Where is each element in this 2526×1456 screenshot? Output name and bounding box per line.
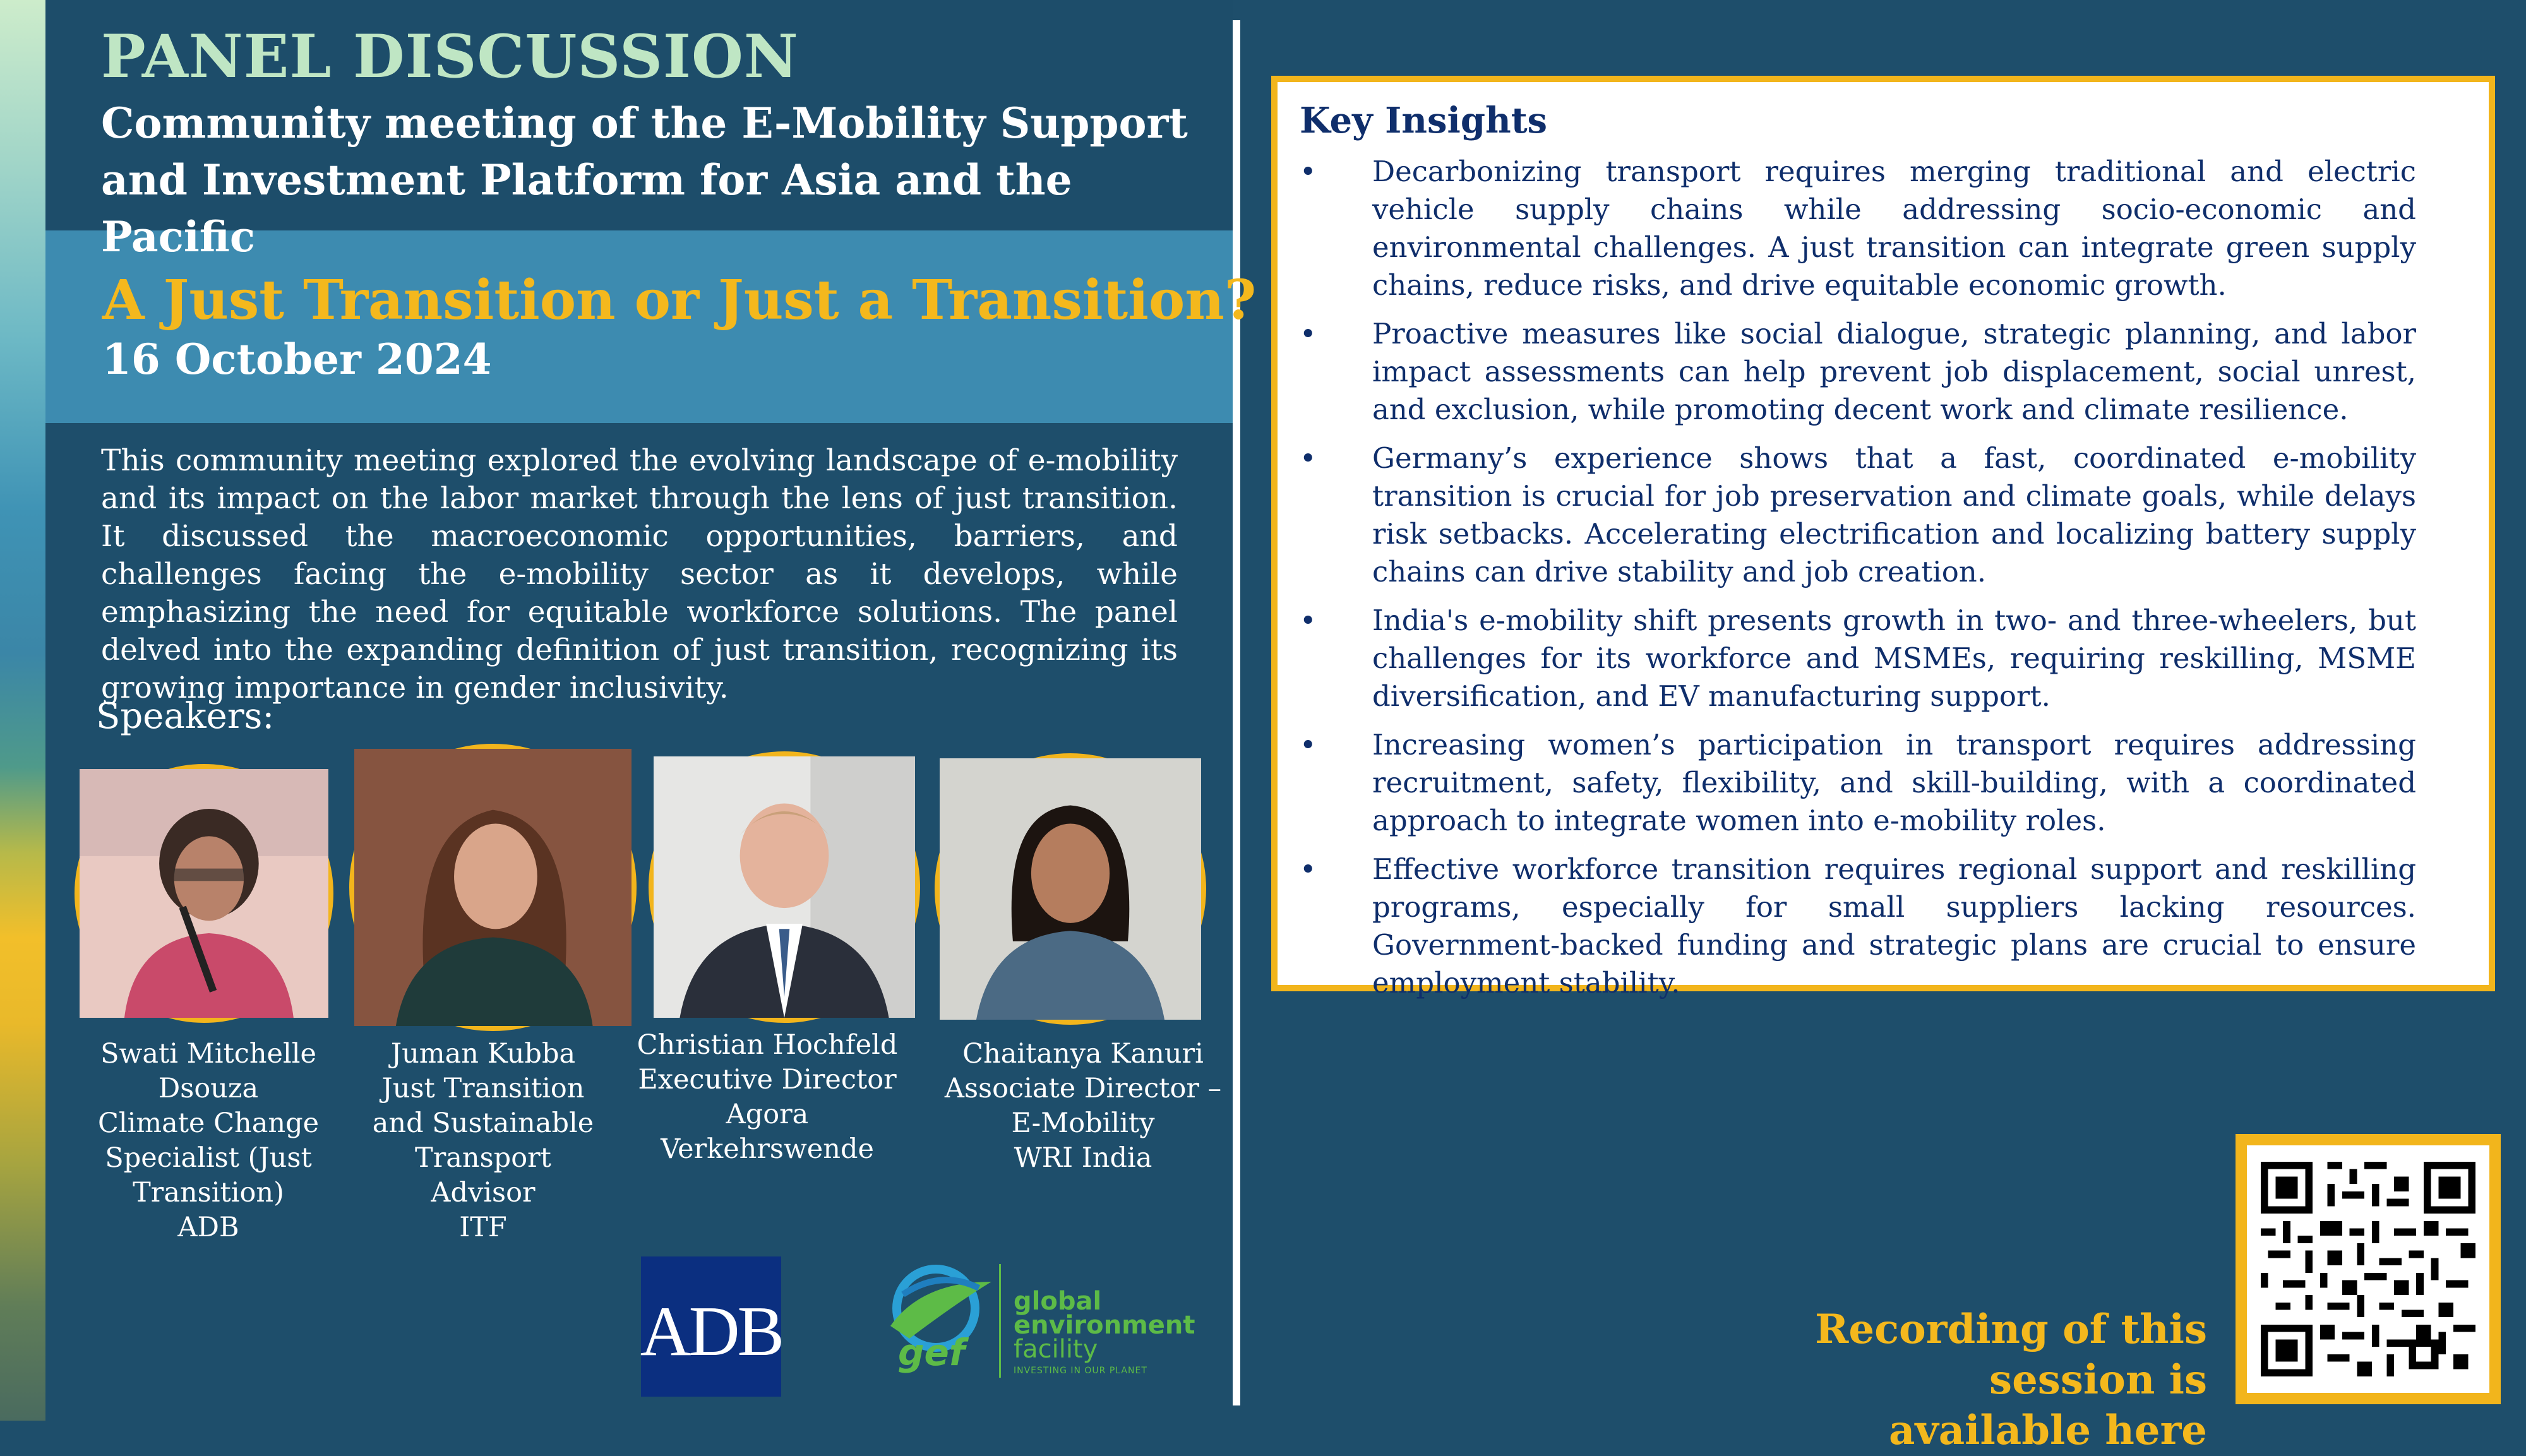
recording-callout[interactable]: [1639, 1304, 2207, 1456]
recording-line1: Recording of this session is: [1815, 1306, 2207, 1404]
speaker-name: Chaitanya Kanuri: [962, 1038, 1204, 1070]
qr-code-icon: [2261, 1159, 2475, 1379]
bullet-icon: •: [1300, 604, 1317, 637]
speaker-name: Christian Hochfeld: [637, 1029, 898, 1061]
session-summary: This community meeting explored the evolving landscape of e-mobility and its impact on the labor market through the lens of just transition. It discussed the macroeconomic opportunities, barriers, and challenges facing the e-mobility sector as it develops, while emphasizing the need for equitable workforce solutions. The panel delved into the expanding definition of just transition, recognizing its growing importance in gender inclusivity.: [101, 443, 1178, 705]
list-item: [1300, 439, 2416, 591]
speaker-role: Climate Change Specialist (Just Transition): [97, 1107, 320, 1208]
list-item: [1300, 315, 2416, 429]
insight-text: Increasing women’s participation in transport requires addressing recruitment, safety, flexibility, and skill-building, with a coordinated approach to integrate women into e-mobility roles.: [1372, 728, 2416, 837]
gef-name: [1014, 1287, 1195, 1364]
session-date: 16 October 2024: [102, 335, 492, 384]
decorative-gradient-strip: [0, 0, 45, 1421]
insight-text: India's e-mobility shift presents growth in two- and three-wheelers, but challenges for its workforce and MSMEs, requiring reskilling, MSME diversification, and EV manufacturing support.: [1372, 604, 2416, 713]
speaker-photo-1: [75, 764, 333, 1023]
key-insights-title: Key Insights: [1300, 100, 1548, 141]
qr-code-frame[interactable]: [2236, 1134, 2501, 1404]
insight-text: Germany’s experience shows that a fast, coordinated e-mobility transition is crucial for job preservation and climate goals, while delays risk setbacks. Accelerating electrification and localizing battery supply chains can drive stability and job creation.: [1372, 441, 2416, 588]
gef-logo: [884, 1256, 1195, 1389]
bullet-icon: •: [1300, 317, 1317, 350]
speaker-org: Agora Verkehrswende: [661, 1099, 874, 1165]
bullet-icon: •: [1300, 441, 1317, 475]
gef-name-line3: facility: [1014, 1335, 1098, 1364]
key-insights-box: [1271, 76, 2495, 1000]
speaker-role: Associate Director – E-Mobility: [944, 1073, 1222, 1139]
speaker-2: [369, 1037, 597, 1245]
speaker-photo-2: [349, 744, 637, 1031]
speaker-org: ITF: [459, 1212, 507, 1243]
gef-name-line1: global: [1014, 1287, 1102, 1316]
list-item: [1300, 602, 2416, 715]
bullet-icon: •: [1300, 852, 1317, 886]
speaker-photo-4: [935, 753, 1206, 1025]
session-title: A Just Transition or Just a Transition?: [102, 268, 1257, 332]
gef-word: gef: [898, 1331, 966, 1374]
speakers-heading: Speakers:: [96, 696, 275, 737]
speaker-4: [935, 1037, 1231, 1176]
vertical-divider: [1233, 20, 1240, 1405]
insight-text: Effective workforce transition requires regional support and reskilling programs, especially for small suppliers lacking resources. Government-backed funding and strategic plans are crucial to ensure employment stability.: [1372, 852, 2416, 1000]
bullet-icon: •: [1300, 155, 1317, 188]
adb-logo-text: ADB: [640, 1292, 782, 1371]
speaker-photo-3: [649, 751, 920, 1023]
list-item: [1300, 850, 2416, 1002]
speaker-role: Just Transition and Sustainable Transport Advisor: [372, 1073, 594, 1208]
insights-list: [1300, 153, 2416, 1002]
panel-heading: PANEL DISCUSSION: [101, 22, 799, 92]
list-item: [1300, 153, 2416, 304]
adb-logo: [641, 1256, 781, 1397]
speaker-name: Juman Kubba: [390, 1038, 576, 1070]
speaker-3: [616, 1028, 919, 1167]
gef-divider: [999, 1264, 1001, 1378]
speaker-1: [47, 1037, 369, 1245]
speaker-role: Executive Director: [638, 1064, 897, 1095]
speaker-org: ADB: [177, 1212, 239, 1243]
speaker-org: WRI India: [1014, 1142, 1152, 1174]
list-item: [1300, 726, 2416, 840]
qr-code[interactable]: [2247, 1145, 2489, 1393]
gef-name-line2: environment: [1014, 1311, 1195, 1340]
insight-text: Proactive measures like social dialogue, strategic planning, and labor impact assessments can help prevent job displacement, social unrest, and exclusion, while promoting decent work and climate resilience.: [1372, 317, 2416, 426]
event-subtitle: Community meeting of the E-Mobility Support and Investment Platform for Asia and the Pacific: [101, 98, 1188, 261]
recording-line2: available here: [1889, 1407, 2207, 1454]
insight-text: Decarbonizing transport requires merging traditional and electric vehicle supply chains while addressing socio-economic and environmental challenges. A just transition can integrate green supply chains, reduce risks, and drive equitable economic growth.: [1372, 155, 2416, 302]
gef-tagline: INVESTING IN OUR PLANET: [1014, 1366, 1147, 1376]
bullet-icon: •: [1300, 728, 1317, 761]
speaker-name: Swati Mitchelle Dsouza: [100, 1038, 316, 1104]
